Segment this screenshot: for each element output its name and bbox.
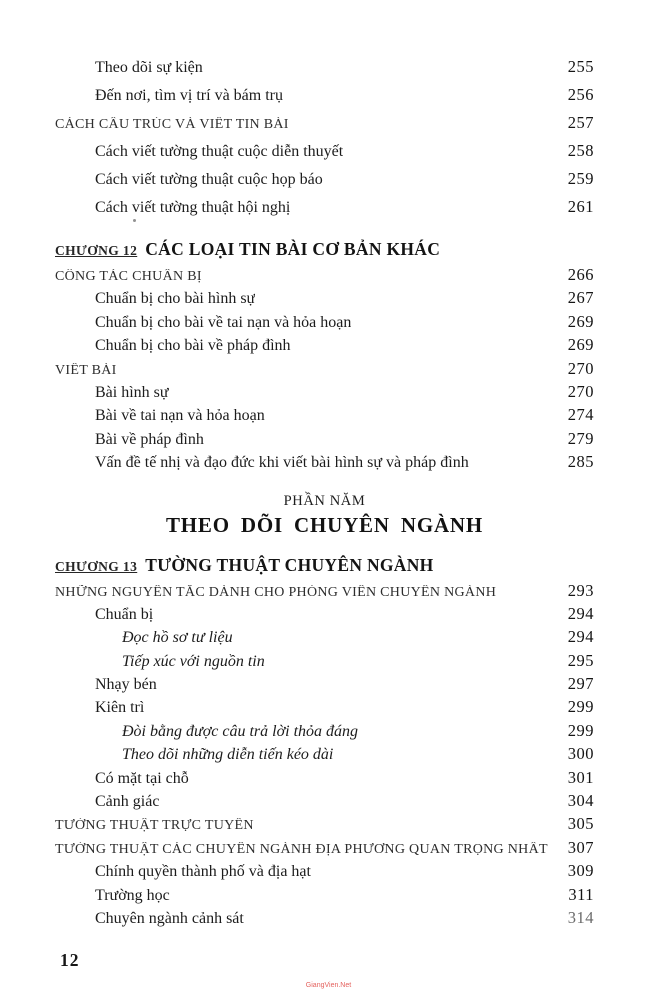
toc-entry (55, 604, 594, 627)
watermark: GiangVien.Net (305, 982, 352, 989)
toc-entry-title: CÔNG TÁC CHUẨN BỊ (55, 269, 202, 284)
toc-entry (55, 169, 594, 197)
chapter-label: CHƯƠNG 12 (55, 243, 138, 258)
toc-entry-page: 274 (567, 405, 594, 425)
toc-entry-page: 269 (567, 311, 594, 331)
toc-entry-page: 297 (567, 674, 594, 694)
toc-entry-title: Cách viết tường thuật hội nghị (95, 199, 291, 216)
toc-entry (55, 85, 594, 113)
toc-entry-page: 295 (567, 650, 594, 670)
toc-entry-page: 311 (568, 884, 594, 904)
toc-entry-title: Chuẩn bị cho bài hình sự (95, 290, 256, 308)
toc-entry-title: VIẾT BÀI (55, 362, 117, 378)
toc-entry-page: 300 (567, 744, 594, 764)
toc-entry-page: 257 (567, 113, 594, 132)
toc-entry-title: Cách viết tường thuật cuộc diễn thuyết (95, 143, 344, 160)
toc-entry (55, 814, 594, 837)
toc-entry-title: Có mặt tại chỗ (95, 769, 189, 787)
toc-entry (55, 141, 594, 169)
toc-entry (55, 581, 594, 604)
toc-entry (55, 452, 594, 475)
toc-entry (55, 885, 594, 908)
toc-entry (55, 791, 594, 814)
toc-entry-title: Chuyên ngành cảnh sát (95, 909, 244, 927)
toc-entry-title: Chính quyền thành phố và địa hạt (95, 863, 311, 881)
toc-entry (55, 265, 594, 288)
toc-entry (55, 744, 594, 767)
toc-entry-title: Đến nơi, tìm vị trí và bám trụ (95, 87, 283, 104)
toc-entry (55, 288, 594, 311)
toc-entry-title: Cách viết tường thuật cuộc họp báo (95, 171, 323, 188)
toc-entry-title: Vấn đề tế nhị và đạo đức khi viết bài hình sự và pháp đình (95, 454, 469, 472)
toc-entry (55, 429, 594, 452)
part-label: PHẦN NĂM (283, 492, 366, 509)
toc-entry (55, 312, 594, 335)
toc-entry-title: Theo dõi sự kiện (95, 59, 203, 76)
toc-entry (55, 405, 594, 428)
toc-entry (55, 768, 594, 791)
toc-entry-title: Theo dõi những diễn tiến kéo dài (122, 746, 334, 764)
toc-entry-page: 294 (567, 627, 594, 647)
toc-entry-page: 309 (567, 861, 594, 881)
toc-entry-title: Kiên trì (95, 699, 145, 717)
toc-entry-title: Trường học (95, 886, 170, 904)
part-title: THEO DÕI CHUYÊN NGÀNH (165, 512, 484, 537)
toc-entry-page: 305 (567, 814, 594, 834)
toc-entry-title: NHỮNG NGUYÊN TẮC DÀNH CHO PHÓNG VIÊN CHUYÊN NGÀNH (55, 584, 497, 600)
toc-entry-page: 259 (567, 169, 594, 188)
toc-entry (55, 335, 594, 358)
toc-entry-page: 267 (567, 288, 594, 308)
page-number: 12 (60, 950, 80, 970)
chapter-title: TƯỜNG THUẬT CHUYÊN NGÀNH (145, 554, 434, 575)
toc-entry-title: Chuẩn bị (95, 605, 154, 623)
toc-entry-title: Chuẩn bị cho bài về pháp đình (95, 337, 291, 355)
toc-entry (55, 359, 594, 382)
part-heading (55, 493, 594, 538)
toc-entry-page: 256 (567, 85, 594, 104)
toc-entry-page: 299 (567, 697, 594, 717)
toc-entry-title: Chuẩn bị cho bài về tai nạn và hỏa hoạn (95, 313, 352, 331)
toc-entry-title: Tiếp xúc với nguồn tin (122, 652, 265, 670)
toc-entry (55, 57, 594, 85)
toc-entry-title: TƯỜNG THUẬT CÁC CHUYÊN NGÀNH ĐỊA PHƯƠNG QUAN TRỌNG NHẤT (55, 841, 548, 857)
toc-entry-page: 314 (567, 907, 594, 927)
chapter-title: CÁC LOẠI TIN BÀI CƠ BẢN KHÁC (145, 239, 441, 259)
toc-entry (55, 113, 594, 141)
chapter-label: CHƯƠNG 13 (55, 558, 138, 574)
toc-entry-page: 293 (567, 580, 594, 600)
toc-entry (55, 382, 594, 405)
toc-entry-page: 285 (567, 452, 594, 472)
toc-entry (55, 721, 594, 744)
toc-entry-page: 258 (567, 141, 594, 160)
toc-entry-title: Bài về tai nạn và hỏa hoạn (95, 407, 265, 425)
toc-entry-title: Bài về pháp đình (95, 430, 204, 448)
toc-entry-page: 266 (567, 265, 594, 284)
scan-artifact-dot (133, 219, 136, 222)
toc-entry-title: Bài hình sự (95, 383, 169, 401)
chapter-heading (55, 555, 594, 581)
toc-entry-title: Nhạy bén (95, 676, 157, 694)
toc-entry (55, 674, 594, 697)
toc-entry-page: 307 (567, 837, 594, 857)
toc-entry-page: 299 (567, 720, 594, 740)
toc-entry-page: 279 (567, 428, 594, 448)
toc-entry (55, 697, 594, 720)
toc-entry-page: 301 (567, 767, 594, 787)
toc-entry-page: 261 (567, 197, 594, 216)
toc-entry-title: Đòi bằng được câu trả lời thỏa đáng (122, 722, 359, 740)
chapter-heading (55, 239, 594, 265)
toc-entry-page: 270 (567, 358, 594, 378)
toc-entry-page: 294 (567, 603, 594, 623)
toc-entry-title: Đọc hồ sơ tư liệu (122, 629, 233, 647)
toc-entry (55, 651, 594, 674)
toc-entry (55, 861, 594, 884)
table-of-contents (55, 57, 594, 931)
toc-entry (55, 838, 594, 861)
toc-entry-page: 269 (567, 335, 594, 355)
toc-entry-title: Cảnh giác (95, 793, 160, 811)
toc-entry-title: CÁCH CẤU TRÚC VÀ VIẾT TIN BÀI (55, 117, 289, 132)
toc-entry (55, 627, 594, 650)
toc-entry-page: 270 (567, 381, 594, 401)
toc-entry-page: 304 (567, 791, 594, 811)
toc-entry-title: TƯỜNG THUẬT TRỰC TUYẾN (55, 818, 254, 834)
toc-entry (55, 908, 594, 931)
toc-entry-page: 255 (567, 57, 594, 76)
